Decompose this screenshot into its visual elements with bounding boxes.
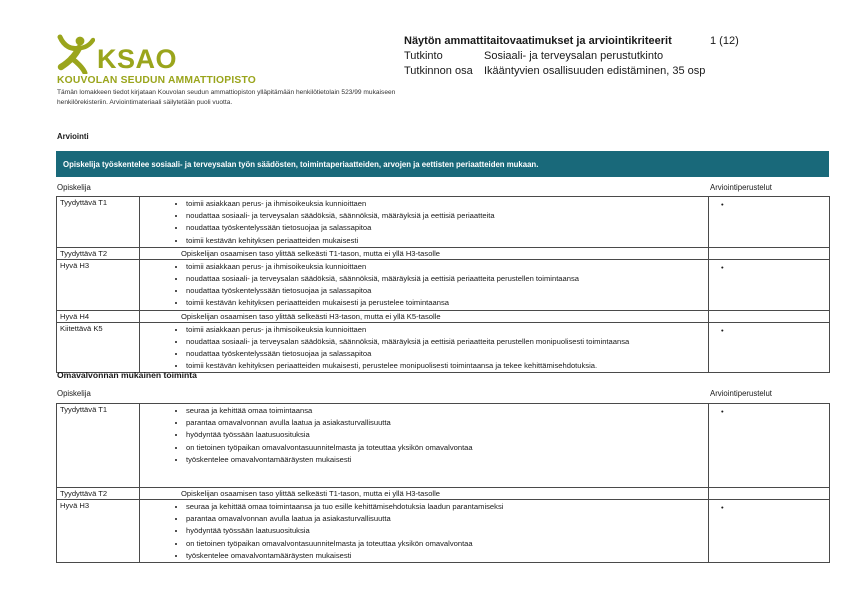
bullet-mark: • [721,200,724,209]
perustelut-cell [709,488,830,500]
brand-name: KSAO [97,44,178,74]
criteria-item: • noudattaa työskentelyssään tietosuojaa ja salassapitoa [186,222,708,234]
grade-label: Kiitettävä K5 [57,322,140,373]
criteria-item: • toimii asiakkaan perus- ja ihmisoikeuksia kunnioittaen [186,198,708,210]
criteria-item: • seuraa ja kehittää omaa toimintaansa ja tuo esille kehittämisehdotuksia laadun parantamiseksi [186,501,708,513]
criteria-cell [140,404,709,488]
criteria-item: • seuraa ja kehittää omaa toimintaansa [186,405,708,417]
criteria-list [140,501,708,562]
criteria-item: • noudattaa työskentelyssään tietosuojaa ja salassapitoa [186,285,708,297]
table-row [57,247,830,259]
field-label: Tutkinnon osa [404,64,473,77]
criteria-item: • työskentelee omavalvontamääräysten mukaisesti [186,550,708,562]
table-row [57,197,830,248]
criteria-list [140,324,708,373]
criteria-item: • parantaa omavalvonnan avulla laatua ja asiakasturvallisuutta [186,417,708,429]
grade-label: Tyydyttävä T2 [57,247,140,259]
table-row [57,259,830,310]
field-label: Tutkinto [404,49,443,62]
criteria-item: • toimii kestävän kehityksen periaatteiden mukaisesti ja perustelee toimintaansa [186,297,708,309]
section-heading-omavalvonta: Omavalvonnan mukainen toiminta [57,370,197,380]
bullet-mark: • [721,503,724,512]
perustelut-cell [709,404,830,488]
document-header [404,34,739,79]
perustelut-cell [709,259,830,310]
criteria-banner: Opiskelija työskentelee sosiaali- ja terveysalan työn säädösten, toimintaperiaatteiden, arvojen ja eettisten periaatteiden mukaan. [56,151,829,177]
criteria-item: • on tietoinen työpaikan omavalvontasuunnitelmasta ja toteuttaa yksikön omavalvontaa [186,538,708,550]
brand-subtitle: KOUVOLAN SEUDUN AMMATTIOPISTO [57,75,256,86]
field-value: Ikääntyvien osallisuuden edistäminen, 35 osp [484,64,706,77]
criteria-item: • noudattaa sosiaali- ja terveysalan säädöksiä, säännöksiä, määräyksiä ja eettisiä periaatteita perustellen monipuolisesti toimintaansa [186,336,708,348]
column-label-arviointiperustelut: Arviointiperustelut [710,389,772,398]
grade-label: Tyydyttävä T2 [57,488,140,500]
criteria-item: • työskentelee omavalvontamääräysten mukaisesti [186,454,708,466]
grade-label: Tyydyttävä T1 [57,404,140,488]
criteria-cell [140,500,709,563]
criteria-cell [140,259,709,310]
criteria-item: • toimii kestävän kehityksen periaatteiden mukaisesti [186,235,708,247]
table-row [57,500,830,563]
criteria-item: • noudattaa sosiaali- ja terveysalan säädöksiä, säännöksiä, määräyksiä ja eettisiä periaatteita [186,210,708,222]
criteria-item: • hyödyntää työssään laatusuosituksia [186,525,708,537]
table-row [57,404,830,488]
field-tutkinto [404,49,739,64]
criteria-cell: Opiskelijan osaamisen taso ylittää selkeästi H3-tason, mutta ei yllä K5-tasolle [140,310,709,322]
criteria-item: • on tietoinen työpaikan omavalvontasuunnitelmasta ja toteuttaa yksikön omavalvontaa [186,442,708,454]
grade-label: Hyvä H3 [57,259,140,310]
bullet-mark: • [721,262,724,272]
criteria-list [140,405,708,466]
privacy-disclaimer: Tämän lomakkeen tiedot kirjataan Kouvolan seudun ammattiopiston ylläpitämään henkilötietolain 523/99 mukaiseen henkilörekisteriin. Arviointimateriaali säilytetään puoli vuotta. [57,89,396,106]
assessment-table-2 [56,403,830,563]
perustelut-cell [709,197,830,248]
criteria-cell: Opiskelijan osaamisen taso ylittää selkeästi T1-tason, mutta ei yllä H3-tasolle [140,488,709,500]
criteria-item: • noudattaa sosiaali- ja terveysalan säädöksiä, säännöksiä, määräyksiä ja eettisiä periaatteita perustellen toimintaansa [186,273,708,285]
table-row [57,310,830,322]
criteria-item: • toimii asiakkaan perus- ja ihmisoikeuksia kunnioittaen [186,261,708,273]
perustelut-cell [709,247,830,259]
bullet-mark: • [721,325,724,335]
perustelut-cell [709,500,830,563]
grade-label: Hyvä H3 [57,500,140,563]
criteria-item: • hyödyntää työssään laatusuosituksia [186,429,708,441]
document-title: Näytön ammattitaitovaatimukset ja arviointikriteerit [404,35,672,47]
logo-block [57,34,423,107]
assessment-table-1 [56,196,830,373]
arviointi-heading: Arviointi [57,132,89,141]
perustelut-cell [709,322,830,373]
table-row [57,322,830,373]
criteria-cell [140,197,709,248]
table-row [57,488,830,500]
column-label-opiskelija: Opiskelija [57,183,91,192]
criteria-list [140,198,708,247]
criteria-list [140,261,708,310]
criteria-item: • toimii kestävän kehityksen periaatteiden mukaisesti, perustelee monipuolisesti toimintaansa ja tekee kehittämisehdotuksia. [186,360,708,372]
column-label-arviointiperustelut: Arviointiperustelut [710,183,772,192]
criteria-item: • noudattaa työskentelyssään tietosuojaa ja salassapitoa [186,348,708,360]
page-number: 1 (12) [710,35,739,47]
field-tutkinnon-osa [404,64,739,79]
criteria-item: • toimii asiakkaan perus- ja ihmisoikeuksia kunnioittaen [186,324,708,336]
column-label-opiskelija: Opiskelija [57,389,91,398]
perustelut-cell [709,310,830,322]
criteria-cell [140,322,709,373]
grade-label: Hyvä H4 [57,310,140,322]
bullet-mark: • [721,407,724,416]
field-value: Sosiaali- ja terveysalan perustutkinto [484,49,664,62]
criteria-cell: Opiskelijan osaamisen taso ylittää selkeästi T1-tason, mutta ei yllä H3-tasolle [140,247,709,259]
grade-label: Tyydyttävä T1 [57,197,140,248]
criteria-item: • parantaa omavalvonnan avulla laatua ja asiakasturvallisuutta [186,513,708,525]
person-arms-raised-icon [57,34,95,74]
